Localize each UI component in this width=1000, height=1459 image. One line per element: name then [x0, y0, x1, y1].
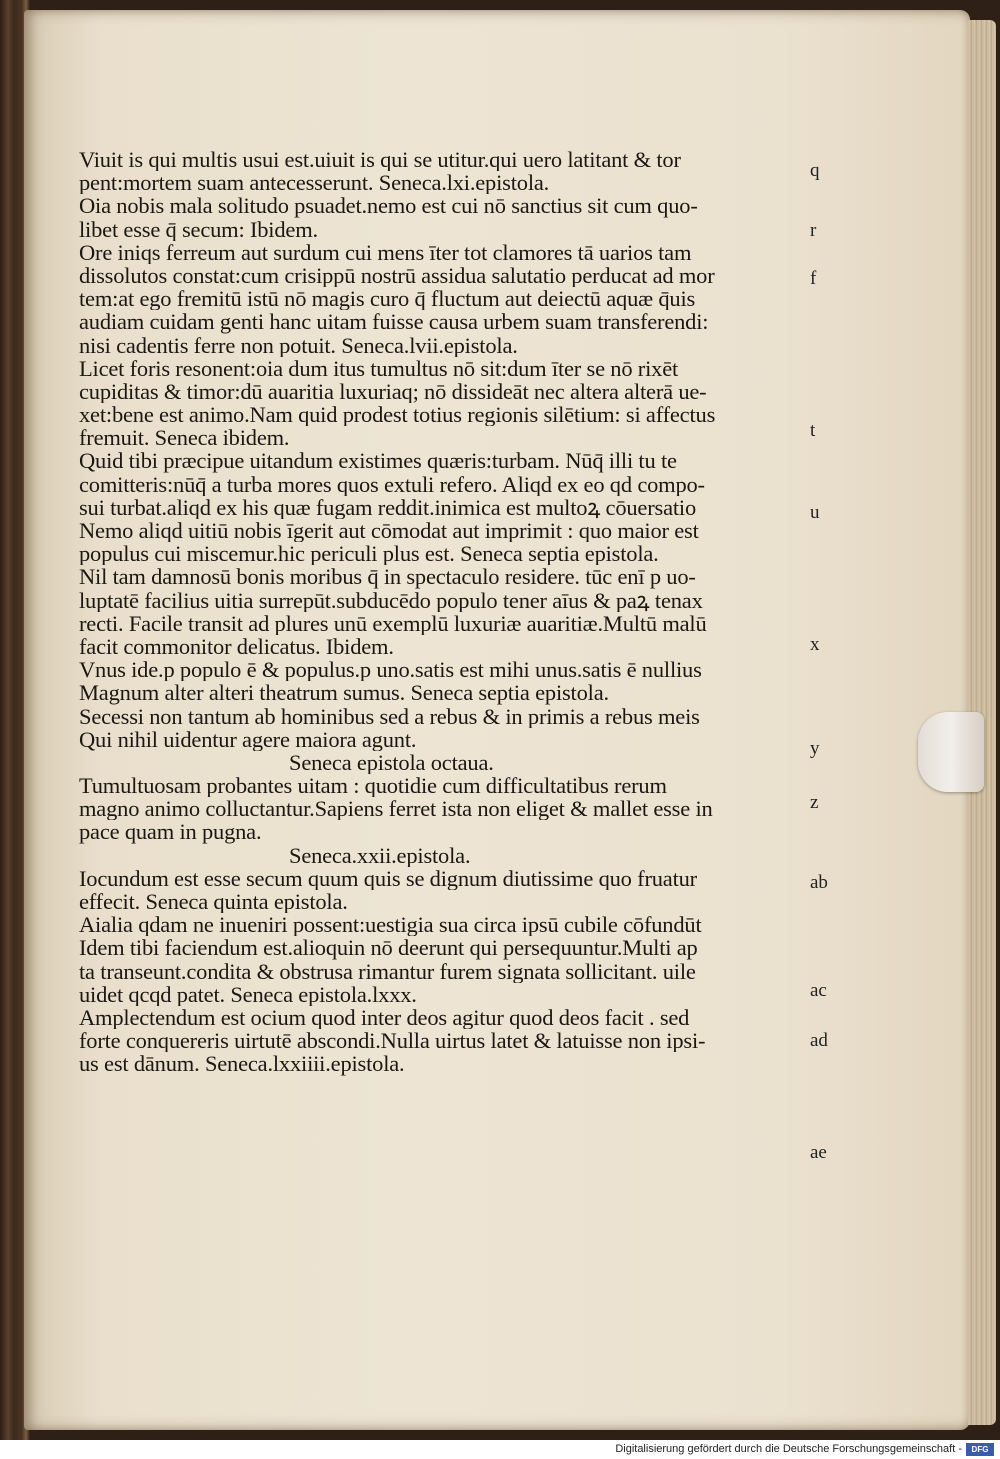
- text-line: Amplectendum est ocium quod inter deos agitur quod deos facit . sed: [79, 1005, 690, 1030]
- text-line: Tumultuosam probantes uitam : quotidie cum difficultatibus rerum: [79, 774, 667, 798]
- text-line: fremuit. Seneca ibidem.: [79, 426, 290, 450]
- margin-letter: ad: [810, 1030, 828, 1051]
- footer-credit: Digitalisierung gefördert durch die Deutsche Forschungsgemeinschaft -: [615, 1443, 962, 1455]
- text-line: luptatē facilius uitia surrepūt.subducēdo populo tener aīus & paꝝ tenax: [79, 588, 703, 612]
- text-line: audiam cuidam genti hanc uitam fuisse causa urbem suam transferendi:: [79, 310, 709, 334]
- book-page: [24, 10, 970, 1430]
- text-line: uidet qcqd patet. Seneca epistola.lxxx.: [79, 982, 417, 1006]
- text-line: libet esse q̄ secum: Ibidem.: [79, 217, 318, 241]
- margin-letter: t: [810, 420, 816, 441]
- margin-letter: u: [810, 502, 820, 523]
- citation-line: Seneca.xxii.epistola.: [289, 843, 471, 867]
- text-line: Nemo aliqd uitiū nobis īgerit aut cōmodat aut imprimit : quo maior est: [79, 519, 699, 543]
- text-line: Viuit is qui multis usui est.uiuit is qui se utitur.qui uero latitant & tor: [79, 148, 681, 172]
- text-line: recti. Facile transit ad plures unū exemplū luxuriæ auaritiæ.Multū malū: [79, 611, 707, 635]
- text-line: Qui nihil uidentur agere maiora agunt.: [79, 727, 417, 751]
- margin-letter: ac: [810, 980, 827, 1001]
- text-line: Aialia qdam ne inueniri possent:uestigia sua circa ipsū cubile cōfundūt: [79, 913, 702, 937]
- text-line: forte conquereris uirtutē abscondi.Nulla uirtus latet & latuisse non ipsi-: [79, 1029, 706, 1053]
- text-line: xet:bene est animo.Nam quid prodest totius regionis silētium: si affectus: [79, 403, 716, 427]
- text-line: Licet foris resonent:oia dum itus tumultus nō sit:dum īter se nō rixēt: [79, 356, 679, 380]
- text-line: facit commonitor delicatus. Ibidem.: [79, 634, 394, 659]
- text-line: populus cui miscemur.hic periculi plus est. Seneca septia epistola.: [79, 542, 659, 566]
- dfg-logo-icon: DFG: [966, 1443, 994, 1456]
- page-clip: [918, 712, 984, 792]
- text-line: Nil tam damnosū bonis moribus q̄ in spectaculo residere. tūc enī p uo-: [79, 565, 696, 589]
- text-line: Quid tibi præcipue uitandum existimes quæris:turbam. Nūq̄ illi tu te: [79, 449, 677, 473]
- text-line: dissolutos constat:cum crisippū nostrū assidua salutatio perducat ad mor: [79, 263, 715, 288]
- margin-letter: f: [810, 268, 817, 289]
- margin-letter: z: [810, 792, 819, 813]
- margin-letter: y: [810, 738, 820, 759]
- margin-letter: ae: [810, 1142, 827, 1163]
- text-line: Iocundum est esse secum quum quis se dignum diutissime quo fruatur: [79, 866, 697, 890]
- text-line: comitteris:nūq̄ a turba mores quos extuli refero. Aliqd ex eo qd compo-: [79, 472, 705, 496]
- margin-letter: x: [810, 634, 820, 655]
- text-line: Idem tibi faciendum est.alioquin nō deerunt qui persequuntur.Multi ap: [79, 936, 698, 960]
- text-line: us est dānum. Seneca.lxxiiii.epistola.: [79, 1052, 405, 1076]
- text-line: pent:mortem suam antecesserunt. Seneca.lxi.epistola.: [79, 171, 550, 195]
- text-line: cupiditas & timor:dū auaritia luxuriaq; nō dissideāt nec altera alterā ue-: [79, 379, 707, 404]
- text-line: sui turbat.aliqd ex his quæ fugam reddit.inimica est multoꝝ cōuersatio: [79, 495, 697, 519]
- text-line: effecit. Seneca quinta epistola.: [79, 890, 348, 914]
- text-line: nisi cadentis ferre non potuit. Seneca.lvii.epistola.: [79, 333, 518, 357]
- text-line: Vnus ide.p populo ē & populus.p uno.satis est mihi unus.satis ē nullius: [79, 658, 702, 682]
- text-line: pace quam in pugna.: [79, 820, 262, 844]
- text-line: magno animo colluctantur.Sapiens ferret ista non eliget & mallet esse in: [79, 797, 713, 821]
- text-line: tem:at ego fremitū istū nō magis curo q̄ fluctum aut deiectū aquæ q̄uis: [79, 287, 696, 311]
- digitization-footer: [0, 1440, 1000, 1459]
- margin-letter: ab: [810, 872, 828, 893]
- text-line: Magnum alter alteri theatrum sumus. Seneca septia epistola.: [79, 681, 609, 705]
- citation-line: Seneca epistola octaua.: [289, 750, 494, 775]
- margin-letter: r: [810, 220, 817, 241]
- margin-letter: q: [810, 160, 820, 181]
- text-line: Secessi non tantum ab hominibus sed a rebus & in primis a rebus meis: [79, 704, 700, 728]
- text-line: ta transeunt.condita & obstrusa rimantur furem signata sollicitant. uile: [79, 959, 696, 983]
- text-line: Ore iniqs ferreum aut surdum cui mens īter tot clamores tā uarios tam: [79, 240, 692, 264]
- text-line: Oia nobis mala solitudo psuadet.nemo est cui nō sanctius sit cum quo-: [79, 194, 698, 218]
- main-text-block: [79, 148, 809, 1076]
